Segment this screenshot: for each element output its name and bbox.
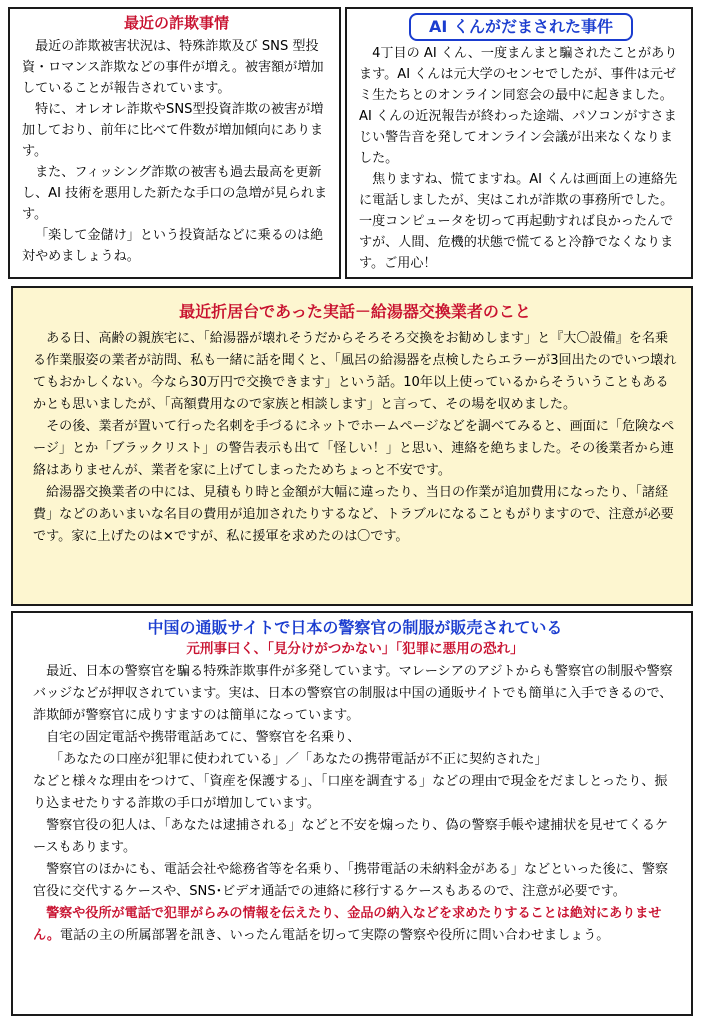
recent-fraud-box bbox=[8, 7, 341, 279]
recent-fraud-paragraph: 最近の詐欺被害状況は、特殊詐欺及び SNS 型投資・ロマンス詐欺などの事件が増え。被害額が増加していることが報告されています。 bbox=[22, 39, 324, 96]
police-uniform-paragraph: 最近、日本の警察官を騙る特殊詐欺事件が多発しています。マレーシアのアジトからも警察官の制服や警察バッジなどが押収されています。実は、日本の警察官の制服は中国の通販サイトでも簡単に入手できるので、詐欺師が警察官に成りすますのは簡単になっています。 bbox=[33, 664, 673, 723]
police-uniform-paragraph: 警察官役の犯人は、「あなたは逮捕される」などと不安を煽ったり、偽の警察手帳や逮捕状を見せてくるケースもあります。 bbox=[33, 818, 669, 855]
water-heater-paragraph: 給湯器交換業者の中には、見積もり時と金額が大幅に違ったり、当日の作業が追加費用になったり、「諸経費」などのあいまいな名目の費用が追加されたりするなど、トラブルになることもがりますので、注意が必要です。家に上げたのは×ですが、私に援軍を求めたのは〇です。 bbox=[33, 485, 674, 544]
ai-kun-paragraph: 焦りますね、慌てますね。AI くんは画面上の連絡先に電話しましたが、実はこれが詐欺の事務所でした。一度コンピュータを切って再起動すれば良かったんですが、人間、危機的状態で慌てると冷静でなくなります。ご用心！ bbox=[359, 172, 678, 271]
police-uniform-box bbox=[11, 611, 693, 1016]
warning-text: 警察や役所が電話で犯罪がらみの情報を伝えたり、金品の納入などを求めたりすることは絶対にありません。 bbox=[33, 906, 662, 943]
water-heater-paragraph: ある日、高齢の親族宅に、「給湯器が壊れそうだからそろそろ交換をお勧めします」と『大〇設備』を名乗る作業服姿の業者が訪問、私も一緒に話を聞くと、「風呂の給湯器を点検したらエラーが3回出たのでいつ壊れてもおかしくない。今なら30万円で交換できます」という話。10年以上使っているからそういうこともあるかとも思いましたが、「高額費用なので家族と相談します」と言って、その場を収めました。 bbox=[33, 331, 677, 412]
warning-paragraph bbox=[33, 903, 677, 947]
police-uniform-paragraph: などと様々な理由をつけて、「資産を保護する」、「口座を調査する」などの理由で現金をだましとったり、振り込ませたりする詐欺の手口が増加しています。 bbox=[33, 774, 668, 811]
ai-kun-paragraph: 4丁目の AI くん、一度まんまと騙されたことがあります。AI くんは元大学のセンセでしたが、事件は元ゼミ生たちとのオンライン同窓会の最中に起きました。AI くんの近況報告が終わった途端、パソコンがすさまじい警告音を発してオンライン会議が出来なくなりました。 bbox=[359, 46, 678, 166]
water-heater-title: 最近折居台であった実話－給湯器交換業者のこと bbox=[179, 302, 531, 321]
police-uniform-subtitle: 元刑事曰く、「見分けがつかない」「犯罪に悪用の恐れ」 bbox=[186, 641, 524, 657]
recent-fraud-paragraph: また、フィッシング詐欺の被害も過去最高を更新し、AI 技術を悪用した新たな手口の急増が見られます。 bbox=[22, 165, 328, 222]
police-uniform-title: 中国の通販サイトで日本の警察官の制服が販売されている bbox=[147, 618, 563, 637]
recent-fraud-title: 最近の詐欺事情 bbox=[123, 14, 229, 32]
water-heater-paragraph: その後、業者が置いて行った名刺を手づるにネットでホームページなどを調べてみると、画面に「危険なページ」とか「ブラックリスト」の警告表示も出て「怪しい！」と思い、連絡を絶ちました。その後業者から連絡はありませんが、業者を家に上げてしまったためちょっと不安です。 bbox=[33, 419, 675, 478]
ai-kun-title: AI くんがだまされた事件 bbox=[409, 13, 633, 41]
water-heater-story-box bbox=[11, 286, 693, 606]
police-uniform-paragraph: 自宅の固定電話や携帯電話あてに、警察官を名乗り、 bbox=[46, 730, 361, 745]
police-uniform-paragraph: 警察官のほかにも、電話会社や総務省等を名乗り、「携帯電話の未納料金がある」などといった後に、警察官役に交代するケースや、SNS･ビデオ通話での連絡に移行するケースもあるので、注意が必要です。 bbox=[33, 862, 669, 899]
recent-fraud-paragraph: 「楽して金儲け」という投資話などに乗るのは絶対やめましょうね。 bbox=[22, 228, 324, 264]
recent-fraud-paragraph: 特に、オレオレ詐欺やSNS型投資詐欺の被害が増加しており、前年に比べて件数が増加傾向にあります。 bbox=[22, 102, 324, 159]
fraud-phrase-quote: 「あなたの口座が犯罪に使われている」／「あなたの携帯電話が不正に契約された」 bbox=[50, 752, 548, 767]
ai-kun-incident-box bbox=[345, 7, 693, 279]
closing-text: 電話の主の所属部署を訊き、いったん電話を切って実際の警察や役所に問い合わせましょう。 bbox=[59, 928, 610, 943]
ai-kun-title-wrap bbox=[359, 13, 683, 41]
